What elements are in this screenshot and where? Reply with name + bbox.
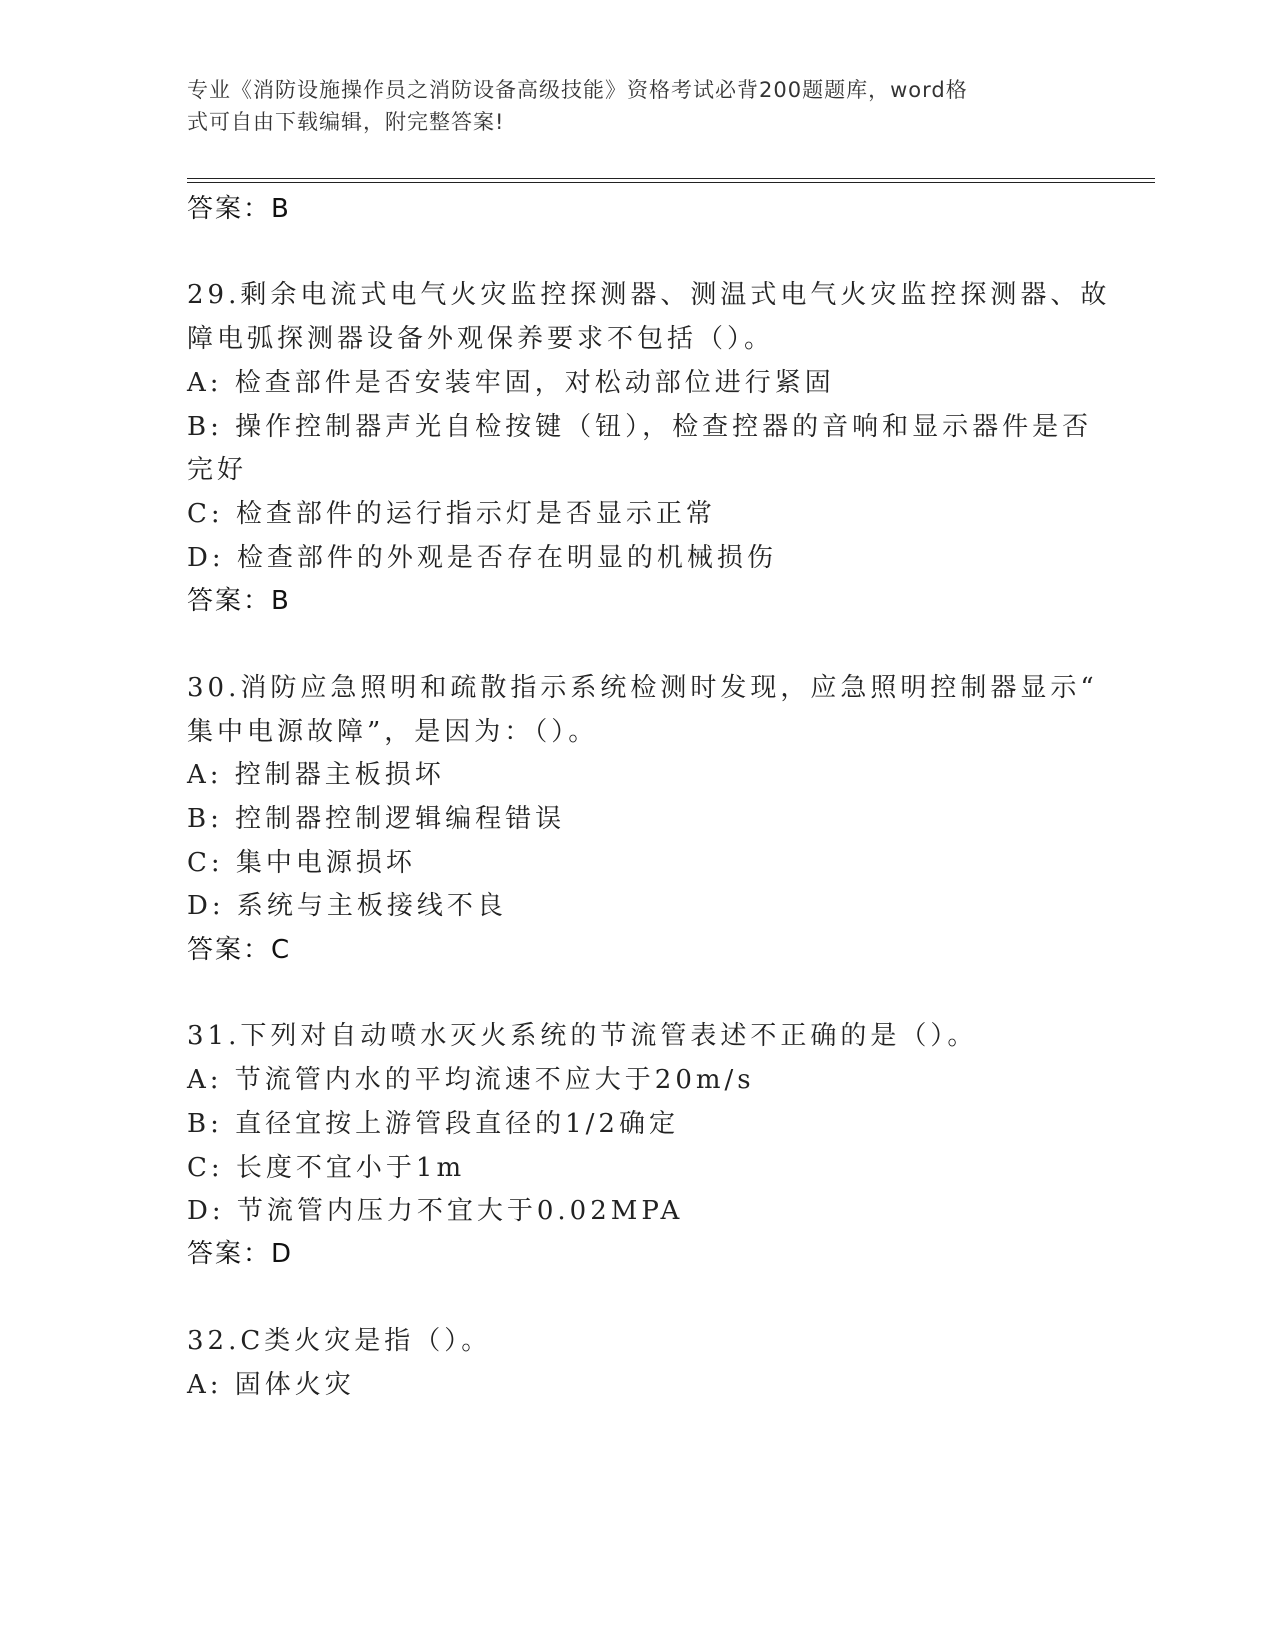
q30-option-c: C: 集中电源损坏 [187, 848, 416, 878]
q32-option-a: A: 固体火灾 [187, 1370, 355, 1400]
q29-answer: 答案：B [187, 586, 291, 616]
q31-option-b: B: 直径宜按上游管段直径的1/2确定 [187, 1109, 679, 1139]
q31-answer: 答案：D [187, 1239, 294, 1269]
q29-option-b-line-2: 完好 [187, 455, 248, 485]
q31-option-a: A: 节流管内水的平均流速不应大于20m/s [187, 1065, 755, 1095]
answer-previous: 答案：B [187, 194, 291, 224]
q30-option-d: D: 系统与主板接线不良 [187, 891, 507, 921]
q31-stem-line-1: 31.下列对自动喷水灭火系统的节流管表述不正确的是（）。 [187, 1021, 978, 1051]
q30-stem-line-1: 30.消防应急照明和疏散指示系统检测时发现，应急照明控制器显示“ [187, 673, 1098, 703]
q29-option-d: D: 检查部件的外观是否存在明显的机械损伤 [187, 543, 777, 573]
q29-option-a: A: 检查部件是否安装牢固，对松动部位进行紧固 [187, 368, 835, 398]
q31-option-d: D: 节流管内压力不宜大于0.02MPA [187, 1196, 684, 1226]
header-divider-bottom [187, 182, 1155, 183]
q30-answer: 答案：C [187, 935, 292, 965]
q30-stem-line-2: 集中电源故障”，是因为：（）。 [187, 717, 599, 747]
q29-stem-line-1: 29.剩余电流式电气火灾监控探测器、测温式电气火灾监控探测器、故 [187, 280, 1111, 310]
q30-option-a: A: 控制器主板损坏 [187, 760, 445, 790]
q29-stem-line-2: 障电弧探测器设备外观保养要求不包括（）。 [187, 324, 775, 354]
header-line-2: 式可自由下载编辑，附完整答案! [187, 110, 505, 134]
q31-option-c: C: 长度不宜小于1m [187, 1153, 466, 1183]
q32-stem-line-1: 32.C类火灾是指（）。 [187, 1326, 492, 1356]
q29-option-c: C: 检查部件的运行指示灯是否显示正常 [187, 499, 716, 529]
header-line-1: 专业《消防设施操作员之消防设备高级技能》资格考试必背200题题库，word格 [187, 78, 968, 102]
document-header [187, 74, 1067, 138]
q29-option-b-line-1: B: 操作控制器声光自检按键（钮），检查控器的音响和显示器件是否 [187, 412, 1093, 442]
header-divider-top [187, 178, 1155, 179]
q30-option-b: B: 控制器控制逻辑编程错误 [187, 804, 566, 834]
